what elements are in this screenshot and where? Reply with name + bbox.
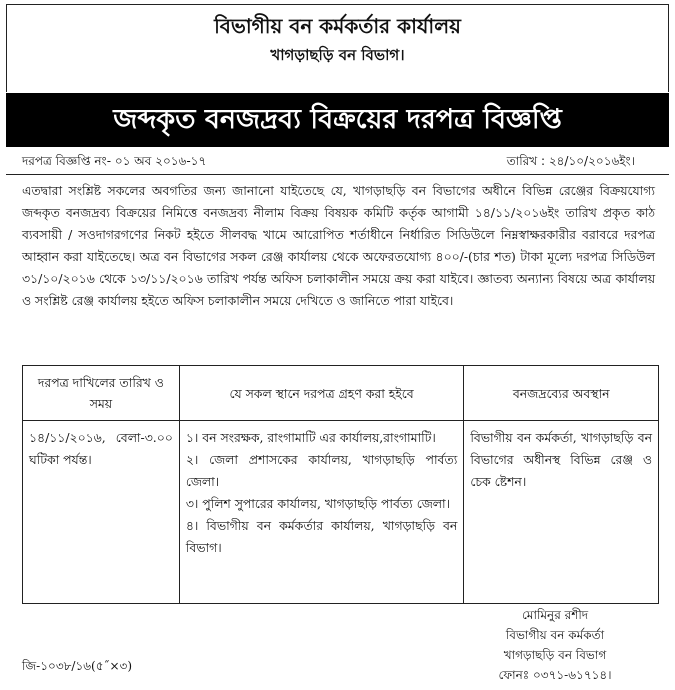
header-places: যে সকল স্থানে দরপত্র গ্রহণ করা হইবে [179,366,464,421]
notice-number: দরপত্র বিজ্ঞপ্তি নং- ০১ অব ২০১৬-১৭ [22,154,207,168]
places-cell [179,421,464,604]
signature-block [475,605,635,685]
office-name: বিভাগীয় বন কর্মকর্তার কার্যালয় [214,14,461,38]
header-location: বনজদ্রব্যের অবস্থান [464,366,659,421]
notice-date: তারিখ : ২৪/১০/২০১৬ইং। [506,154,635,168]
submission-time-cell: ১৪/১১/২০১৬, বেলা-৩.০০ ঘটিকা পর্যন্ত। [23,421,180,604]
place-item: ৪। বিভাগীয় বন কর্মকর্তার কার্যালয়, খাগড়াছড়ি বন বিভাগ। [185,518,458,555]
location-cell: বিভাগীয় বন কর্মকর্তা, খাগড়াছড়ি বন বিভাগের অধীনস্থ বিভিন্ন রেঞ্জ ও চেক ষ্টেশন। [464,421,659,604]
tender-table [22,365,659,604]
notice-meta [22,153,635,173]
place-item: ১। বন সংরক্ষক, রাংগামাটি এর কার্যালয়,রাংগামাটি। [185,430,436,445]
signatory-division: খাগড়াছড়ি বন বিভাগ [503,648,607,662]
office-division: খাগড়াছড়ি বন বিভাগ। [270,46,405,64]
divider [6,174,669,175]
place-item: ৩। পুলিশ সুপারের কার্যালয়, খাগড়াছড়ি পার্বত্য জেলা। [185,496,451,511]
place-item: ২। জেলা প্রশাসকের কার্যালয়, খাগড়াছড়ি পার্বত্য জেলা। [185,452,458,489]
header-submission-time: দরপত্র দাখিলের তারিখ ও সময় [23,366,180,421]
table-row [23,421,659,604]
signatory-phone: ফোনঃ ০৩৭১-৬১৭১৪। [498,668,612,682]
signatory-designation: বিভাগীয় বন কর্মকর্তা [505,628,605,642]
signatory-name: মোমিনুর রশীদ [521,608,589,622]
notice-title-banner: জব্দকৃত বনজদ্রব্য বিক্রয়ের দরপত্র বিজ্ঞপ্তি [6,93,669,147]
memo-code: জি-১০৩৮/১৬(৫˝×৩) [22,659,133,673]
notice-body: এতদ্বারা সংশ্লিষ্ট সকলের অবগতির জন্য জানানো যাইতেছে যে, খাগড়াছড়ি বন বিভাগের অধীনে বিভিন্ন রেঞ্জের বিক্রয়যোগ্য জব্দকৃত বনজদ্রব্য বিক্রয়ের নিমিত্তে বনজদ্রব্য নীলাম বিক্রয় বিষয়ক কমিটি কর্তৃক আগামী ১৪/১১/২০১৬ইং তারিখ প্রকৃত কাঠ ব্যবসায়ী / সওদাগরগণের নিকট হইতে সীলবদ্ধ খামে আরোপিত শর্তাধীনে নির্ধারিত সিডিউলে নিম্নস্বাক্ষরকারীর বরাবরে দরপত্র আহ্বান করা যাইতেছে। অত্র বন বিভাগের সকল রেঞ্জ কার্যালয় থেকে অফেরতযোগ্য ৪০০/-(চার শত) টাকা মূল্যে দরপত্র সিডিউল ৩১/১০/২০১৬ থেকে ১৩/১১/২০১৬ তারিখ পর্যন্ত অফিস চলাকালীন সময়ে ক্রয় করা যাইবে। জ্ঞাতব্য অন্যান্য বিষয়ে অত্র কার্যালয় ও সংশ্লিষ্ট রেঞ্জ কার্যালয় হইতে অফিস চলাকালীন সময়ে দেখিতে ও জানিতে পারা যাইবে। [22,183,655,308]
